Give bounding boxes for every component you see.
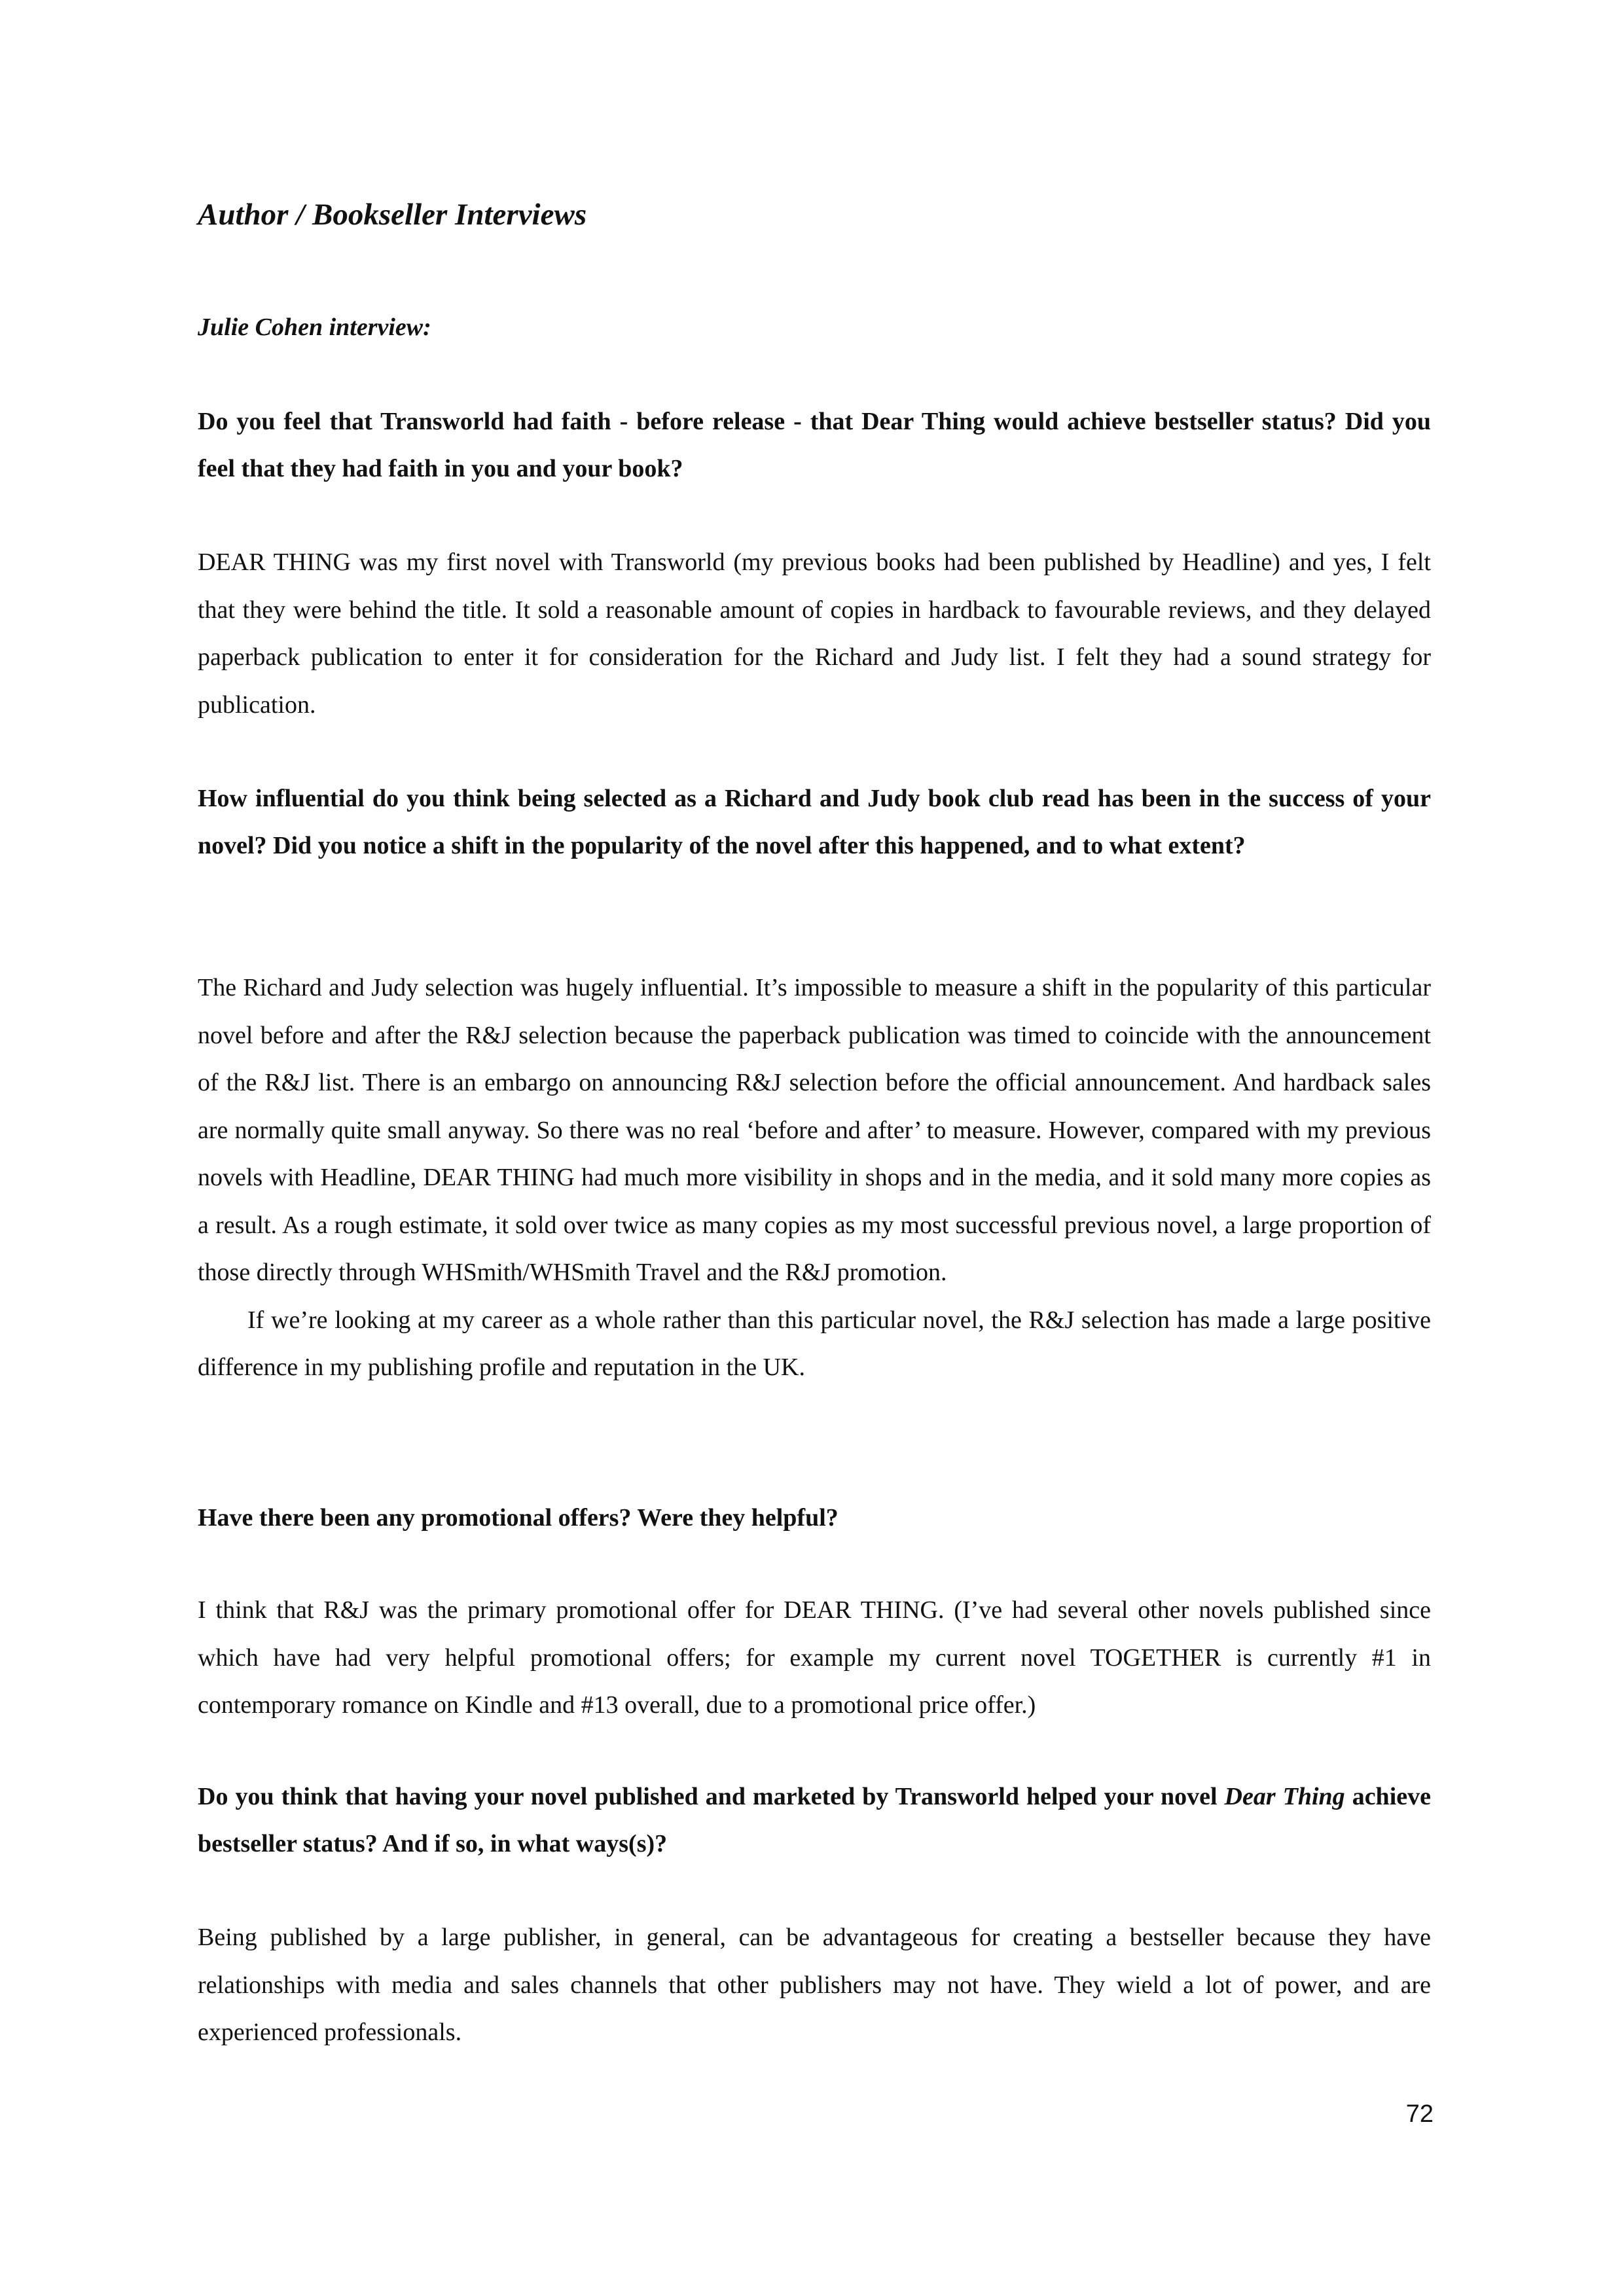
- question-4: [198, 1773, 1431, 1867]
- interview-subheading: Julie Cohen interview:: [198, 314, 431, 341]
- page-heading: Author / Bookseller Interviews: [198, 198, 587, 232]
- answer-2-paragraph-2: If we’re looking at my career as a whole rather than this particular novel, the R&J selection has made a large positive difference in my publishing profile and reputation in the UK.: [198, 1306, 1431, 1381]
- question-4-end: achieve bestseller status? And if so, in what ways(s)?: [198, 1783, 1431, 1857]
- question-4-start: Do you think that having your novel published and marketed by Transworld helped your novel: [198, 1783, 1225, 1810]
- question-4-book-title: Dear Thing: [1224, 1783, 1345, 1810]
- answer-2: [198, 964, 1431, 1391]
- question-1: Do you feel that Transworld had faith - before release - that Dear Thing would achieve bestseller status? Did you feel that they had faith in you and your book?: [198, 408, 1431, 482]
- answer-2-paragraph-1: The Richard and Judy selection was hugely influential. It’s impossible to measure a shift in the popularity of this particular novel before and after the R&J selection because the paperback publication was timed to coincide with the announcement of the R&J list. There is an embargo on announcing R&J selection before the official announcement. And hardback sales are normally quite small anyway. So there was no real ‘before and after’ to measure. However, compared with my previous novels with Headline, DEAR THING had much more visibility in shops and in the media, and it sold many more copies as a result. As a rough estimate, it sold over twice as many copies as my most successful previous novel, a large proportion of those directly through WHSmith/WHSmith Travel and the R&J promotion.: [198, 974, 1431, 1286]
- page-number: 72: [1405, 2100, 1434, 2128]
- answer-4: Being published by a large publisher, in general, can be advantageous for creating a bestseller because they have relationships with media and sales channels that other publishers may not have. They wield a lot of power, and are experienced professionals.: [198, 1924, 1431, 2046]
- answer-1: DEAR THING was my first novel with Transworld (my previous books had been published by Headline) and yes, I felt that they were behind the title. It sold a reasonable amount of copies in hardback to favourable reviews, and they delayed paperback publication to enter it for consideration for the Richard and Judy list. I felt they had a sound strategy for publication.: [198, 548, 1431, 719]
- question-3: Have there been any promotional offers? Were they helpful?: [198, 1504, 839, 1532]
- question-2: How influential do you think being selected as a Richard and Judy book club read has been in the success of your novel? Did you notice a shift in the popularity of the novel after this happened, and to what extent?: [198, 785, 1431, 859]
- answer-3: I think that R&J was the primary promotional offer for DEAR THING. (I’ve had several other novels published since which have had very helpful promotional offers; for example my current novel TOGETHER is currently #1 in contemporary romance on Kindle and #13 overall, due to a promotional price offer.): [198, 1596, 1431, 1719]
